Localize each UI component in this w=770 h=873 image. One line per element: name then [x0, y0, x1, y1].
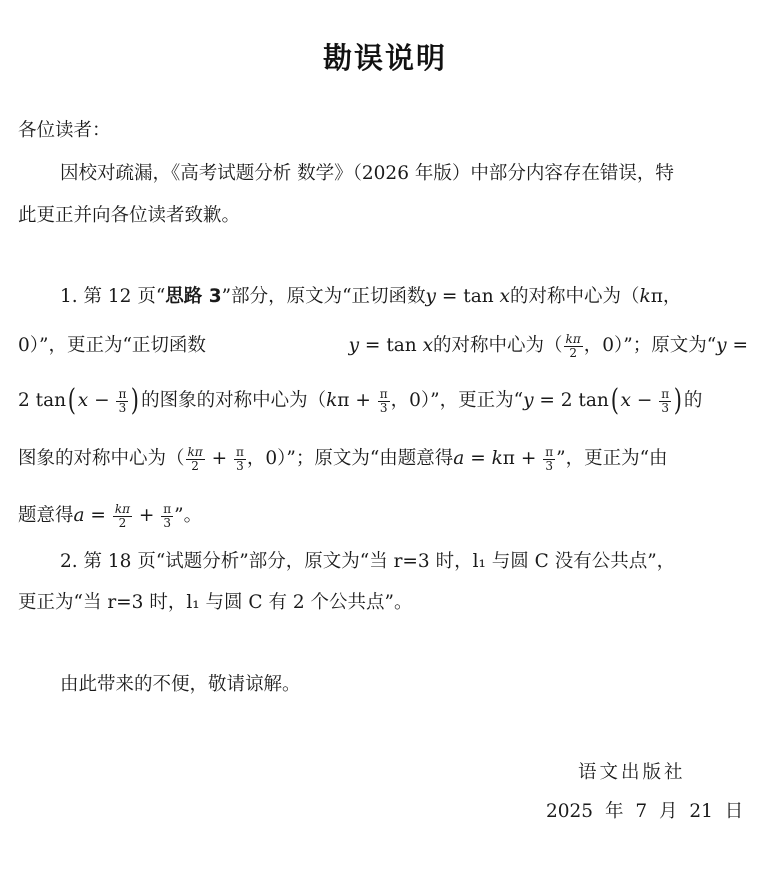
salutation: 各位读者：	[18, 120, 111, 141]
item1-comma: ，	[662, 286, 682, 307]
fraction-pi-over-3: $\frac{\pi}{3}$	[379, 387, 388, 415]
page-title: 勘误说明	[322, 41, 447, 75]
item1-text-line5-start: 题意得	[18, 505, 74, 527]
item1-text-part9: ”，更正为“由	[556, 448, 668, 470]
item1-line-5: 题意得a = $\frac{k\pi}{2}$ + $\frac{\pi}{3}$ ”。	[18, 502, 203, 530]
math-x: x	[499, 286, 510, 307]
math-eq: =	[436, 286, 464, 307]
intro-line-1: 因校对疏漏，《高考试题分析 数学》（2026 年版）中部分内容存在错误，特	[60, 163, 674, 184]
item1-text-part7: 的	[683, 390, 703, 412]
closing-text: 由此带来的不便，敬请谅解。	[60, 674, 301, 695]
math-k: k	[639, 286, 651, 307]
item1-text-zero-close: 0）”，更正为“正切函数	[18, 334, 206, 356]
item1-prefix: 1. 第 12 页“	[60, 286, 166, 307]
fraction-pi-over-3: $\frac{\pi}{3}$	[118, 387, 127, 415]
item1-text-line4-start: 图象的对称中心为（	[18, 448, 185, 470]
item1-end: ”。	[174, 505, 203, 527]
math-eq: =	[726, 335, 748, 357]
item1-text-part8: ，0）”；原文为“由题意得	[246, 448, 454, 470]
item1-line-1	[60, 288, 748, 307]
math-pi: π	[650, 286, 663, 307]
item2-line-1: 2. 第 18 页“试题分析”部分，原文为“当 r=3 时，l₁ 与圆 C 没有公共点”，	[60, 551, 676, 572]
item1-line-3: 2 tan(x − $\frac{\pi}{3}$ )的图象的对称中心为（kπ + $\frac{\pi}{3}$ ，0）”，更正为“y = 2 tan(x − $\frac{\pi}{3}$ )的	[18, 383, 703, 419]
math-2tan: 2 tan	[18, 390, 67, 412]
math-x: x	[422, 335, 434, 357]
fraction-kpi-over-2: $\frac{k\pi}{2}$	[114, 502, 130, 530]
fraction-pi-over-3: $\frac{\pi}{3}$	[235, 445, 244, 473]
item1-text-part2: 的对称中心为（	[509, 286, 640, 307]
item2-line-2: 更正为“当 r=3 时，l₁ 与圆 C 有 2 个公共点”。	[18, 592, 413, 613]
math-tan: tan	[386, 335, 417, 357]
issue-date: 2025 年 7 月 21 日	[546, 801, 744, 822]
math-y: y	[348, 335, 360, 357]
math-y: y	[425, 286, 436, 307]
fraction-kpi-over-2: $\frac{k\pi}{2}$	[565, 332, 581, 360]
item1-text-part4: ，0）”；原文为“	[583, 335, 717, 357]
item1-text-part1: ”部分，原文为“正切函数	[221, 286, 426, 307]
fraction-pi-over-3: $\frac{\pi}{3}$	[163, 502, 172, 530]
fraction-kpi-over-2: $\frac{k\pi}{2}$	[187, 445, 203, 473]
item1-text-part5: 的图象的对称中心为（	[141, 390, 327, 412]
item1-line-2	[18, 333, 748, 359]
item1-bold-label: 思路 3	[165, 286, 222, 307]
fraction-pi-over-3: $\frac{\pi}{3}$	[661, 387, 670, 415]
intro-line-2: 此更正并向各位读者致歉。	[18, 205, 241, 226]
item1-line-4: 图象的对称中心为（ $\frac{k\pi}{2}$ + $\frac{\pi}{3}$ ，0）”；原文为“由题意得a = kπ + $\frac{\pi}{3}$ ”，更正为“由	[18, 445, 668, 473]
math-a: a	[453, 448, 465, 470]
publisher-name: 语文出版社	[578, 762, 686, 783]
item1-text-part6: ，0）”，更正为“	[390, 390, 524, 412]
math-tan: tan	[463, 286, 494, 307]
fraction-pi-over-3: $\frac{\pi}{3}$	[545, 445, 554, 473]
math-y: y	[716, 335, 727, 357]
item1-text-part3: 的对称中心为（	[433, 335, 563, 357]
math-eq: =	[359, 335, 387, 357]
